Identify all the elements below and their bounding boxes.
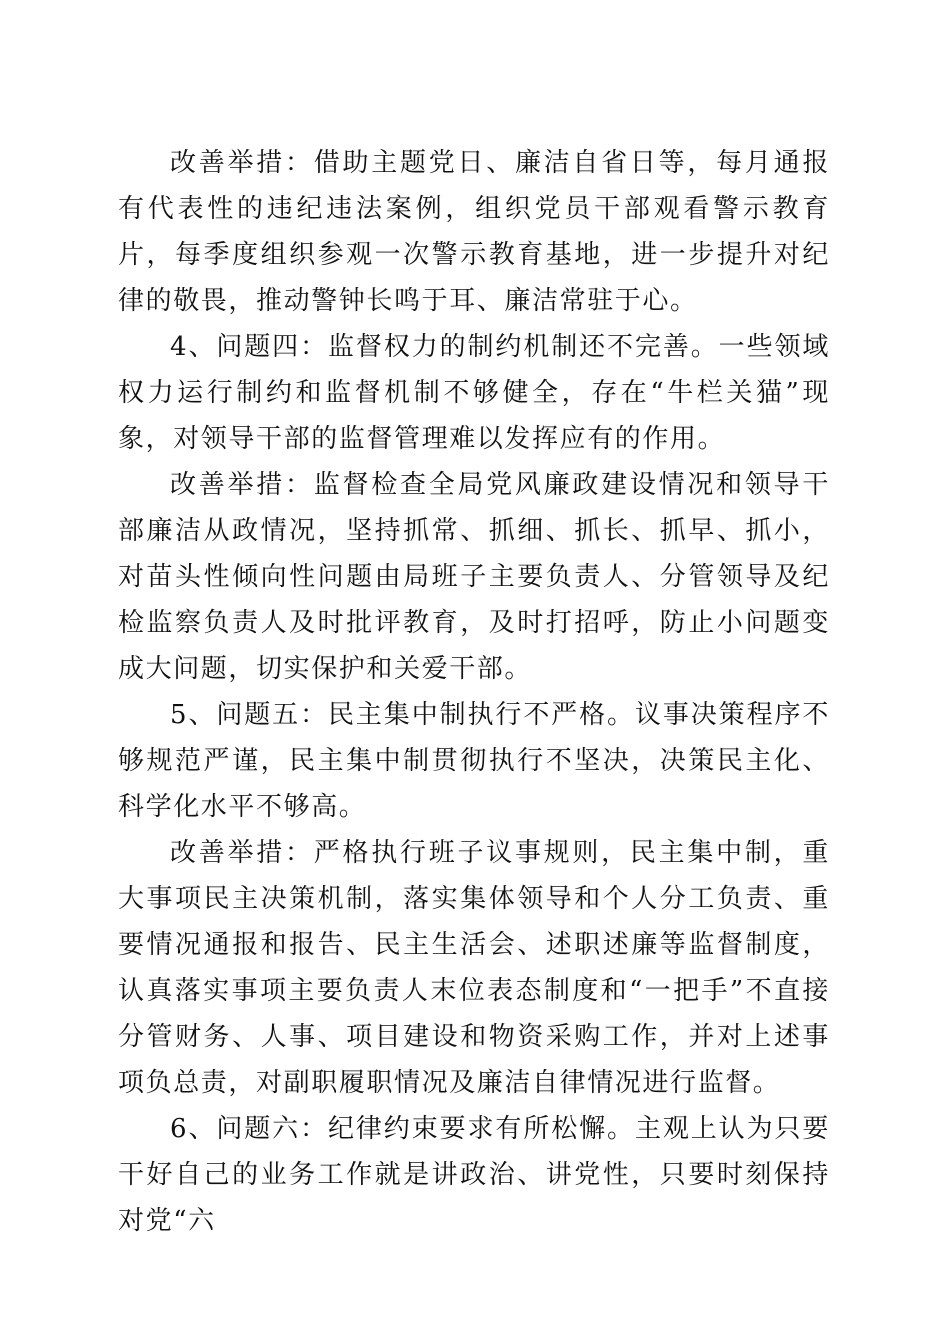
paragraph-measures-democratic-centralism: 改善举措：严格执行班子议事规则，民主集中制，重大事项民主决策机制，落实集体领导和个人分工负责、重要情况通报和报告、民主生活会、述职述廉等监督制度，认真落实事项主要负责人末位表态制度和“一把手”不直接分管财务、人事、项目建设和物资采购工作，并对上述事项负总责，对副职履职情况及廉洁自律情况进行监督。 — [118, 838, 830, 1098]
paragraph-problem-six: 6、问题六：纪律约束要求有所松懈。主观上认为只要干好自己的业务工作就是讲政治、讲党性，只要时刻保持对党“六 — [118, 1114, 830, 1236]
paragraph-measures-warning-education: 改善举措：借助主题党日、廉洁自省日等，每月通报有代表性的违纪违法案例，组织党员干部观看警示教育片，每季度组织参观一次警示教育基地，进一步提升对纪律的敬畏，推动警钟长鸣于耳、廉洁常驻于心。 — [118, 148, 830, 316]
document-body — [118, 140, 830, 1244]
paragraph-problem-four: 4、问题四：监督权力的制约机制还不完善。一些领域权力运行制约和监督机制不够健全，存在“牛栏关猫”现象，对领导干部的监督管理难以发挥应有的作用。 — [118, 332, 830, 454]
paragraph-measures-supervision: 改善举措：监督检查全局党风廉政建设情况和领导干部廉洁从政情况，坚持抓常、抓细、抓长、抓早、抓小，对苗头性倾向性问题由局班子主要负责人、分管领导及纪检监察负责人及时批评教育，及时打招呼，防止小问题变成大问题，切实保护和关爱干部。 — [118, 470, 830, 684]
paragraph-problem-five: 5、问题五：民主集中制执行不严格。议事决策程序不够规范严谨，民主集中制贯彻执行不坚决，决策民主化、科学化水平不够高。 — [118, 700, 830, 822]
